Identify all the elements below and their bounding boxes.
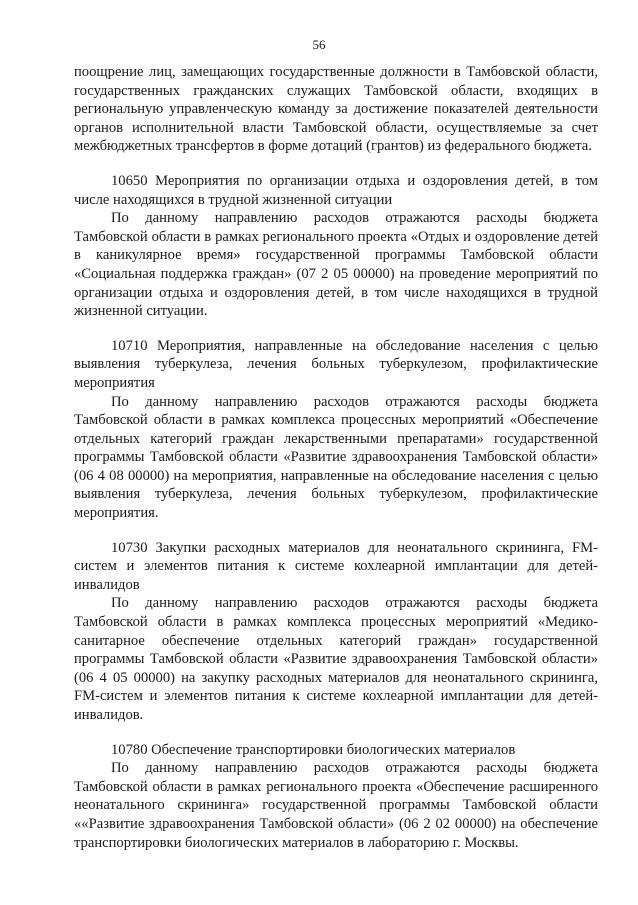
paragraph-gap xyxy=(74,725,598,741)
document-body xyxy=(74,63,598,852)
section-heading-10650: 10650 Мероприятия по организации отдыха и оздоровления детей, в том числе находящихся в трудной жизненной ситуации xyxy=(74,172,598,208)
paragraph-gap xyxy=(74,523,598,539)
section-text-10730: По данному направлению расходов отражаются расходы бюджета Тамбовской области в рамках комплекса процессных мероприятий «Медико-санитарное обеспечение отдельных категорий граждан» государственной программы Тамбовской области «Развитие здравоохранения Тамбовской области» (06 4 05 00000) на закупку расходных материалов для неонатального скрининга, FM-систем и элементов питания к системе кохлеарной имплантации для детей-инвалидов. xyxy=(74,595,598,723)
section-heading-10780: 10780 Обеспечение транспортировки биологических материалов xyxy=(111,741,516,758)
section-text-10710: По данному направлению расходов отражаются расходы бюджета Тамбовской области в рамках комплекса процессных мероприятий «Обеспечение отдельных категорий граждан лекарственными препаратами» государственной программы Тамбовской области «Развитие здравоохранения Тамбовской области» (06 4 08 00000) на мероприятия, направленные на обследование населения с целью выявления туберкулеза, лечения больных туберкулезом, профилактические мероприятия. xyxy=(74,393,598,522)
paragraph-gap xyxy=(74,321,598,337)
page-number: 56 xyxy=(312,37,326,52)
paragraph-continuation: поощрение лиц, замещающих государственные должности в Тамбовской области, государственных гражданских служащих Тамбовской области, входящих в региональную управленческую команду за достижение показателей деятельности органов исполнительной власти Тамбовской области, осуществляемые за счет межбюджетных трансфертов в форме дотаций (грантов) из федерального бюджета. xyxy=(74,64,598,155)
paragraph-gap xyxy=(74,156,598,172)
section-heading-10730: 10730 Закупки расходных материалов для неонатального скрининга, FM-систем и элементов питания к системе кохлеарной имплантации для детей-инвалидов xyxy=(74,539,598,593)
section-text-10780: По данному направлению расходов отражаются расходы бюджета Тамбовской области в рамках регионального проекта «Обеспечение расширенного неонатального скрининга» государственной программы Тамбовской области ««Развитие здравоохранения Тамбовской области» (06 2 02 00000) на обеспечение транспортировки биологических материалов в лабораторию г. Москвы. xyxy=(74,760,598,851)
section-text-10650: По данному направлению расходов отражаются расходы бюджета Тамбовской области в рамках регионального проекта «Отдых и оздоровление детей в каникулярное время» государственной программы Тамбовской области «Социальная поддержка граждан» (07 2 05 00000) на проведение мероприятий по организации отдыха и оздоровления детей, в том числе находящихся в трудной жизненной ситуации. xyxy=(74,210,598,320)
section-heading-10710: 10710 Мероприятия, направленные на обследование населения с целью выявления туберкулеза, лечения больных туберкулезом, профилактические мероприятия xyxy=(74,337,598,391)
